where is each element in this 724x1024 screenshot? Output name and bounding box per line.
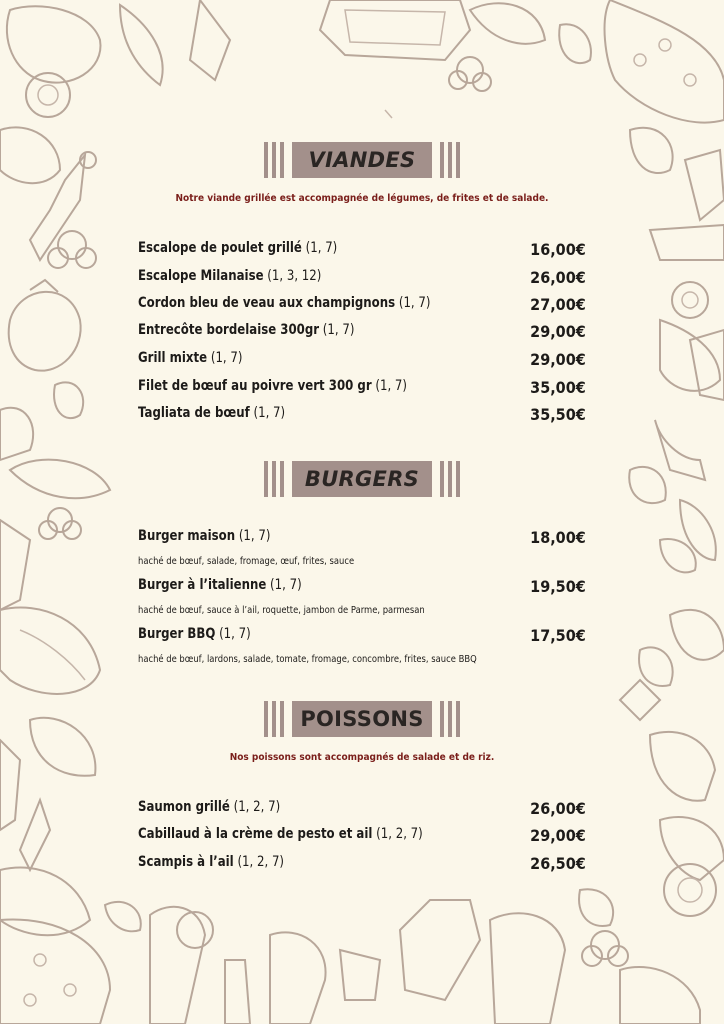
- item-name: Entrecôte bordelaise 300gr: [138, 322, 320, 338]
- item-price: 35,50€: [530, 405, 586, 424]
- section-title-burgers: BURGERS: [304, 467, 420, 491]
- item-name: Burger à l’italienne: [138, 577, 267, 593]
- item-name: Cabillaud à la crème de pesto et ail: [138, 826, 373, 842]
- item-name: Cordon bleu de veau aux champignons: [138, 295, 396, 311]
- item-name: Grill mixte: [138, 350, 208, 366]
- item-description: haché de bœuf, lardons, salade, tomate, fromage, concombre, frites, sauce BBQ: [138, 654, 477, 665]
- item-allergens: (1, 7): [266, 577, 302, 593]
- item-allergens: (1, 2, 7): [372, 826, 423, 842]
- item-price: 26,50€: [530, 854, 586, 873]
- item-price: 35,00€: [530, 378, 586, 397]
- item-name: Escalope de poulet grillé: [138, 240, 302, 256]
- menu-item: [138, 268, 586, 292]
- item-name: Burger BBQ: [138, 626, 216, 642]
- item-price: 26,00€: [530, 799, 586, 818]
- item-price: 19,50€: [530, 577, 586, 596]
- item-name: Saumon grillé: [138, 799, 230, 815]
- menu-item: [138, 295, 586, 319]
- item-allergens: (1, 7): [301, 240, 338, 256]
- menu-item: [138, 378, 586, 402]
- menu-item: [138, 826, 586, 850]
- section-title-poissons: POISSONS: [300, 707, 424, 731]
- section-title-viandes: VIANDES: [308, 148, 416, 172]
- menu-item: [138, 240, 586, 264]
- section-title-box: [292, 461, 432, 497]
- item-allergens: (1, 7): [371, 378, 407, 394]
- section-title-box: [292, 701, 432, 737]
- item-price: 29,00€: [530, 322, 586, 341]
- item-price: 26,00€: [530, 268, 586, 287]
- item-price: 29,00€: [530, 350, 586, 369]
- menu-item: [138, 577, 586, 601]
- item-price: 16,00€: [530, 240, 586, 259]
- menu-item: [138, 322, 586, 346]
- menu-item: [138, 528, 586, 552]
- item-name: Burger maison: [138, 528, 236, 544]
- item-description: haché de bœuf, sauce à l’ail, roquette, jambon de Parme, parmesan: [138, 605, 425, 616]
- menu-item: [138, 854, 586, 878]
- menu-item: [138, 405, 586, 429]
- item-allergens: (1, 2, 7): [233, 854, 285, 870]
- menu-item: [138, 799, 586, 823]
- item-allergens: (1, 7): [249, 405, 286, 421]
- poissons-note: Nos poissons sont accompagnés de salade et de riz.: [229, 752, 495, 763]
- item-name: Tagliata de bœuf: [138, 405, 250, 421]
- item-allergens: (1, 3, 12): [263, 268, 322, 284]
- viandes-note: Notre viande grillée est accompagnée de légumes, de frites et de salade.: [175, 193, 549, 204]
- item-allergens: (1, 7): [235, 528, 271, 544]
- item-allergens: (1, 2, 7): [229, 799, 281, 815]
- section-header-burgers: [264, 461, 460, 497]
- item-allergens: (1, 7): [319, 322, 355, 338]
- section-header-viandes: [264, 142, 460, 178]
- item-price: 27,00€: [530, 295, 586, 314]
- item-description: haché de bœuf, salade, fromage, œuf, frites, sauce: [138, 556, 355, 567]
- item-name: Scampis à l’ail: [138, 854, 234, 870]
- item-price: 18,00€: [530, 528, 586, 547]
- section-title-box: [292, 142, 432, 178]
- item-name: Filet de bœuf au poivre vert 300 gr: [138, 378, 372, 394]
- item-name: Escalope Milanaise: [138, 268, 264, 284]
- menu-item: [138, 626, 586, 650]
- item-allergens: (1, 7): [395, 295, 431, 311]
- menu-item: [138, 350, 586, 374]
- item-allergens: (1, 7): [215, 626, 251, 642]
- item-allergens: (1, 7): [207, 350, 243, 366]
- item-price: 17,50€: [530, 626, 586, 645]
- item-price: 29,00€: [530, 826, 586, 845]
- section-header-poissons: [264, 701, 460, 737]
